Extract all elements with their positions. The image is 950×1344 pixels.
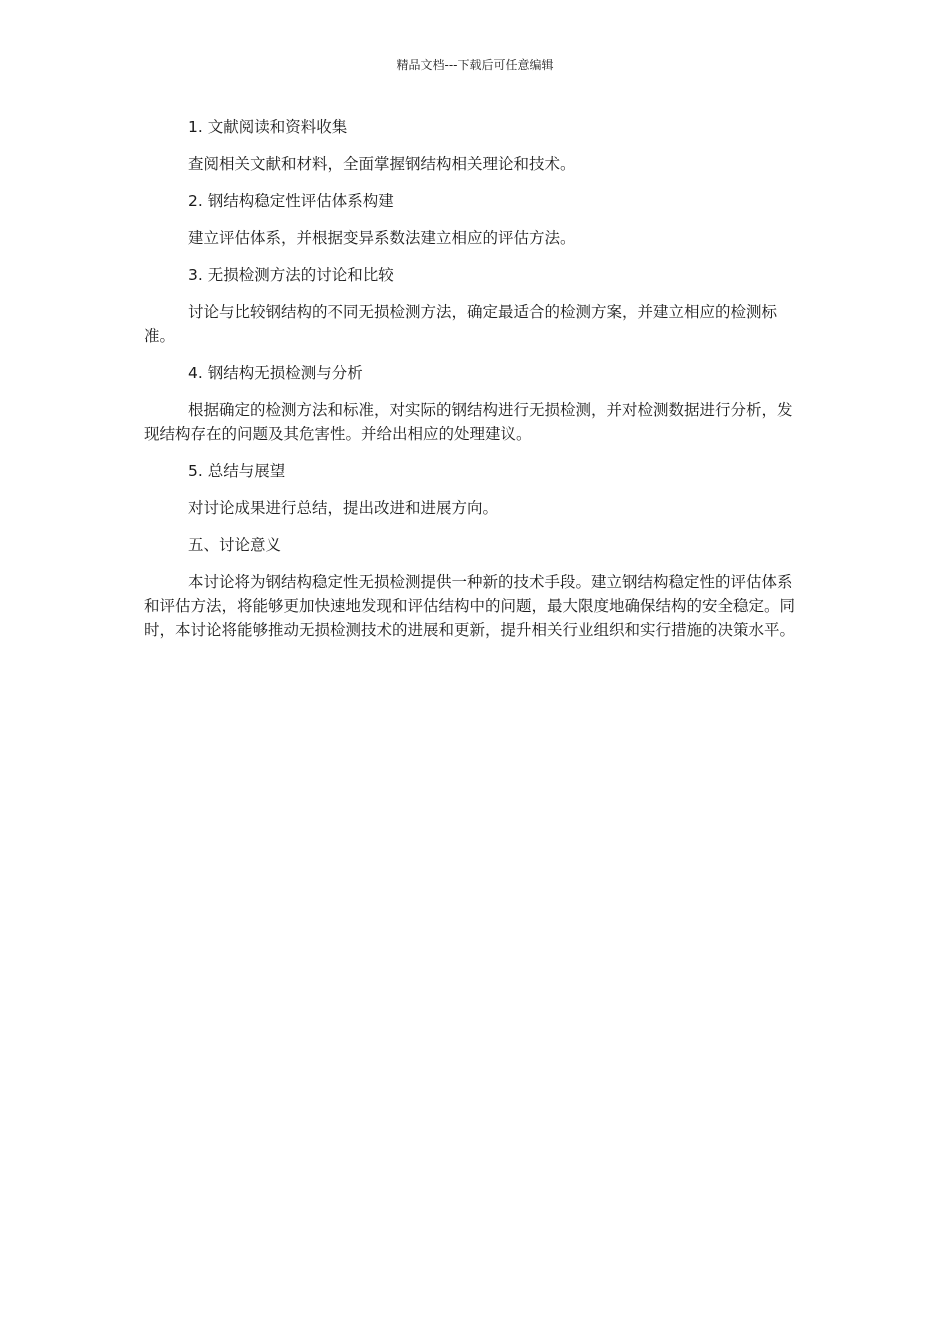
section-heading-significance: 五、讨论意义: [188, 536, 282, 554]
section-heading-ndt-methods: 3. 无损检测方法的讨论和比较: [188, 266, 394, 284]
section-heading-literature: 1. 文献阅读和资料收集: [188, 118, 348, 136]
section-heading-summary: 5. 总结与展望: [188, 462, 286, 480]
paragraph-ndt-analysis: 根据确定的检测方法和标准，对实际的钢结构进行无损检测，并对检测数据进行分析，发现结构存在的问题及其危害性。并给出相应的处理建议。: [144, 401, 793, 443]
document-body: [144, 115, 806, 655]
paragraph-ndt-methods: 讨论与比较钢结构的不同无损检测方法，确定最适合的检测方案，并建立相应的检测标准。: [144, 303, 778, 345]
paragraph-summary: 对讨论成果进行总结，提出改进和进展方向。: [188, 499, 499, 517]
paragraph-significance: 本讨论将为钢结构稳定性无损检测提供一种新的技术手段。建立钢结构稳定性的评估体系和评估方法，将能够更加快速地发现和评估结构中的问题，最大限度地确保结构的安全稳定。同时，本讨论将能够推动无损检测技术的进展和更新，提升相关行业组织和实行措施的决策水平。: [144, 573, 796, 639]
section-heading-ndt-analysis: 4. 钢结构无损检测与分析: [188, 364, 363, 382]
paragraph-literature: 查阅相关文献和材料，全面掌握钢结构相关理论和技术。: [188, 155, 576, 173]
page-header: 精品文档---下载后可任意编辑: [396, 58, 554, 72]
paragraph-evaluation-system: 建立评估体系，并根据变异系数法建立相应的评估方法。: [188, 229, 576, 247]
section-heading-evaluation-system: 2. 钢结构稳定性评估体系构建: [188, 192, 394, 210]
